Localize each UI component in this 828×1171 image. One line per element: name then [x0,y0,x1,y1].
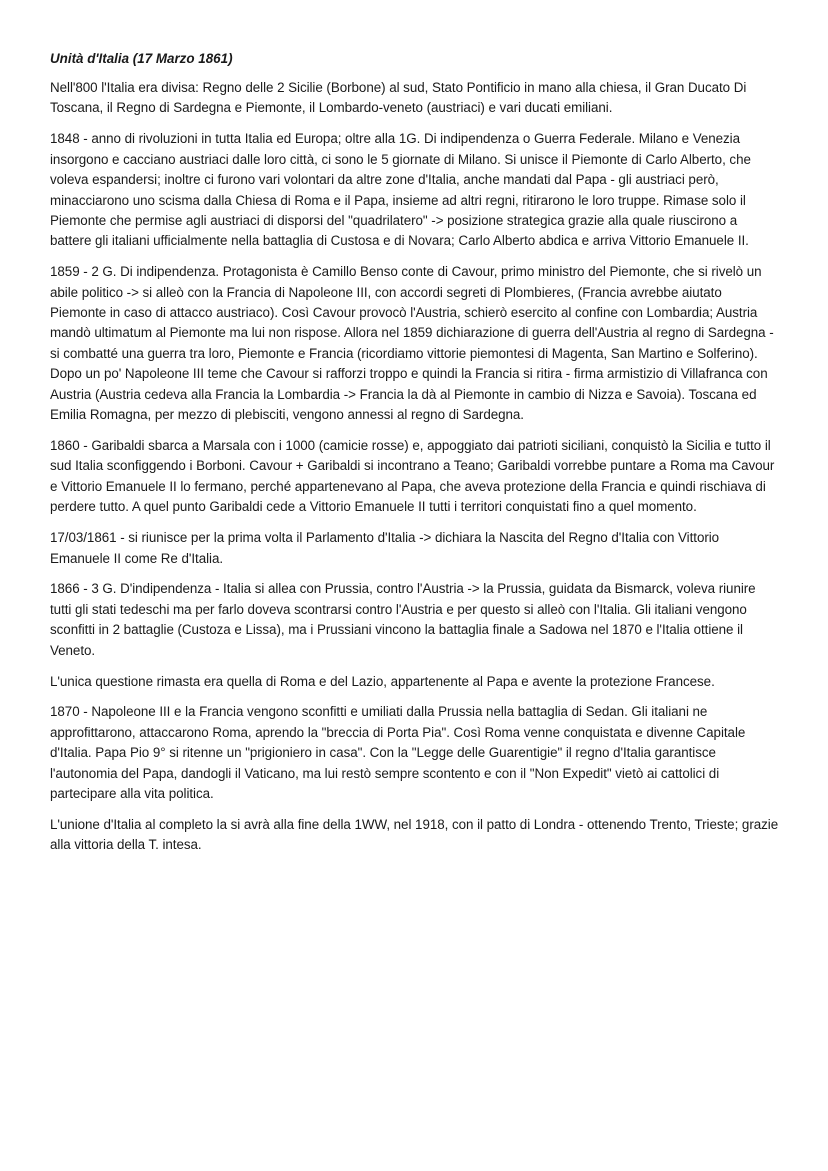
paragraph-roma-question: L'unica questione rimasta era quella di Roma e del Lazio, appartenente al Papa e avente la protezione Francese. [50,673,715,689]
document-page [50,49,780,866]
paragraph-intro: Nell'800 l'Italia era divisa: Regno delle 2 Sicilie (Borbone) al sud, Stato Pontificio in mano alla chiesa, il Gran Ducato Di Toscana, il Regno di Sardegna e Piemonte, il Lombardo-veneto (austriaci) e vari ducati emiliani. [50,80,747,116]
paragraph-1861: 17/03/1861 - si riunisce per la prima volta il Parlamento d'Italia -> dichiara la Nascita del Regno d'Italia con Vittorio Emanuele II come Re d'Italia. [50,530,720,566]
paragraph-1860: 1860 - Garibaldi sbarca a Marsala con i 1000 (camicie rosse) e, appoggiato dai patrioti siciliani, conquistò la Sicilia e tutto il sud Italia sconfiggendo i Borboni. Cavour + Garibaldi si incontrano a Teano; Garibaldi vorrebbe puntare a Roma ma Cavour e Vittorio Emanuele II lo fermano, perché appartenevano al Papa, che aveva protezione della Francia e quindi rischiava di perdere tutto. A quel punto Garibaldi cede a Vittorio Emanuele II tutti i territori conquistati fino a quel momento. [50,438,775,515]
document-title: Unità d'Italia (17 Marzo 1861) [50,51,233,66]
paragraph-1870: 1870 - Napoleone III e la Francia vengono sconfitti e umiliati dalla Prussia nella battaglia di Sedan. Gli italiani ne approfittarono, attaccarono Roma, aprendo la "breccia di Porta Pia". Così Roma venne conquistata e divenne Capitale d'Italia. Papa Pio 9° si ritenne un "prigioniero in casa". Con la "Legge delle Guarentigie" il regno d'Italia garantisce l'autonomia del Papa, dandogli il Vaticano, ma lui restò sempre scontento e con il "Non Expedit" vietò ai cattolici di partecipare alla vita politica. [50,704,746,802]
paragraph-1866: 1866 - 3 G. D'indipendenza - Italia si allea con Prussia, contro l'Austria -> la Prussia, guidata da Bismarck, voleva riunire tutti gli stati tedeschi ma per farlo doveva scontrarsi contro l'Austria e per questo si alleò con l'Italia. Gli italiani vengono sconfitti in 2 battaglie (Custoza e Lissa), ma i Prussiani vincono la battaglia finale a Sadowa nel 1870 e l'Italia ottiene il Veneto. [50,581,756,658]
paragraph-1859: 1859 - 2 G. Di indipendenza. Protagonista è Camillo Benso conte di Cavour, primo ministro del Piemonte, che si rivelò un abile politico -> si alleò con la Francia di Napoleone III, con accordi segreti di Plombieres, (Francia avrebbe aiutato Piemonte in caso di attacco austriaco). Così Cavour provocò l'Austria, schierò esercito al confine con Lombardia; Austria mandò ultimatum al Piemonte ma lui non rispose. Allora nel 1859 dichiarazione di guerra dell'Austria al regno di Sardegna - si combatté una guerra tra loro, Piemonte e Francia (ricordiamo vittorie piemontesi di Magenta, San Martino e Solferino). Dopo un po' Napoleone III teme che Cavour si rafforzi troppo e quindi la Francia si ritira - firma armistizio di Villafranca con Austria (Austria cedeva alla Francia la Lombardia -> Francia la dà al Piemonte in cambio di Nizza e Savoia). Toscana ed Emilia Romagna, per mezzo di plebisciti, vengono annessi al regno di Sardegna. [50,264,774,423]
paragraph-conclusion: L'unione d'Italia al completo la si avrà alla fine della 1WW, nel 1918, con il patto di Londra - ottenendo Trento, Trieste; grazie alla vittoria della T. intesa. [50,817,779,853]
paragraph-1848: 1848 - anno di rivoluzioni in tutta Italia ed Europa; oltre alla 1G. Di indipendenza o Guerra Federale. Milano e Venezia insorgono e cacciano austriaci dalle loro città, ci sono le 5 giornate di Milano. Si unisce il Piemonte di Carlo Alberto, che voleva espandersi; inoltre ci furono vari volontari da altre zone d'Italia, anche mandati dal Papa - gli austriaci però, minacciarono uno scisma dalla Chiesa di Roma e il Papa, insieme ad altri regni, ritirarono le loro truppe. Rimase solo il Piemonte che permise agli austriaci di disporsi del "quadrilatero" -> posizione strategica grazie alla quale riuscirono a battere gli italiani ufficialmente nella battaglia di Custosa e di Novara; Carlo Alberto abdica e arriva Vittorio Emanuele II. [50,131,751,249]
